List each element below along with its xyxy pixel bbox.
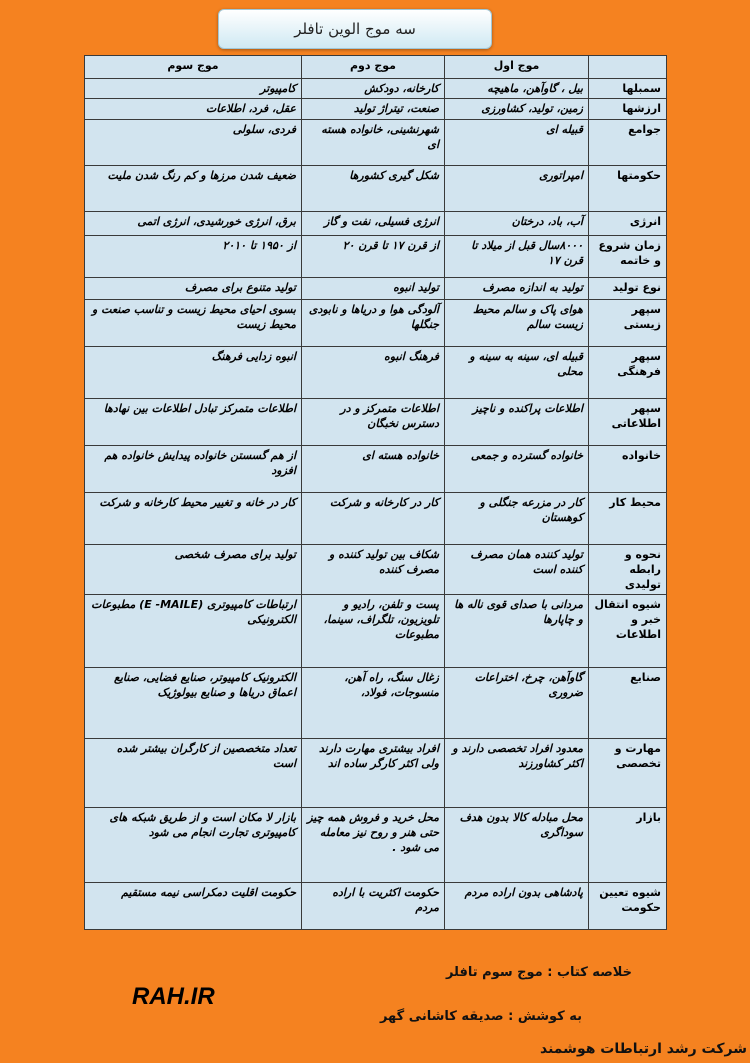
row-label: خانواده: [589, 446, 667, 493]
table-row: [85, 79, 667, 99]
wave-1-cell: آب، باد، درختان: [445, 212, 589, 236]
wave-2-cell: پست و تلفن، رادیو و تلویزیون، تلگراف، سینما، مطبوعات: [302, 595, 445, 668]
waves-table: [84, 55, 667, 930]
wave-3-cell: فردی، سلولی: [85, 120, 302, 166]
brand-logo-text: RAH.IR: [132, 983, 215, 1010]
wave-2-cell: خانواده هسته ای: [302, 446, 445, 493]
footer-company: شرکت رشد ارتباطات هوشمند: [539, 1041, 747, 1057]
row-label: شیوه تعیین حکومت: [589, 883, 667, 930]
row-label: نحوه و رابطه تولیدی: [589, 545, 667, 595]
wave-3-cell: ارتباطات کامپیوتری (E -MAILE) مطبوعات الکترونیکی: [85, 595, 302, 668]
wave-3-cell: تولید متنوع برای مصرف: [85, 278, 302, 300]
wave-1-cell: هوای پاک و سالم محیط زیست سالم: [445, 300, 589, 347]
wave-2-cell: کارخانه، دودکش: [302, 79, 445, 99]
wave-3-cell: برق، انرژی خورشیدی، انرژی اتمی: [85, 212, 302, 236]
wave-1-cell: گاوآهن، چرخ، اختراعات ضروری: [445, 668, 589, 739]
table-row: [85, 399, 667, 446]
wave-2-cell: محل خرید و فروش همه چیز حتی هنر و روح نیز معامله می شود .: [302, 808, 445, 883]
header-wave-1: موج اول: [445, 56, 589, 79]
row-label: ارزشها: [589, 99, 667, 120]
row-label: سپهر اطلاعاتی: [589, 399, 667, 446]
row-label: سپهر زیستی: [589, 300, 667, 347]
wave-3-cell: بسوی احیای محیط زیست و تناسب صنعت و محیط زیست: [85, 300, 302, 347]
table-row: [85, 300, 667, 347]
wave-3-cell: اطلاعات متمرکز تبادل اطلاعات بین نهادها: [85, 399, 302, 446]
wave-2-cell: انرژی فسیلی، نفت و گاز: [302, 212, 445, 236]
wave-3-cell: ضعیف شدن مرزها و کم رنگ شدن ملیت: [85, 166, 302, 212]
wave-1-cell: قبیله ای: [445, 120, 589, 166]
wave-1-cell: زمین، تولید، کشاورزی: [445, 99, 589, 120]
wave-3-cell: تولید برای مصرف شخصی: [85, 545, 302, 595]
document-title: [218, 9, 492, 49]
row-label: نوع تولید: [589, 278, 667, 300]
row-label: انرژی: [589, 212, 667, 236]
wave-3-cell: تعداد متخصصین از کارگران بیشتر شده است: [85, 739, 302, 808]
row-label: مهارت و تخصصی: [589, 739, 667, 808]
row-label: بازار: [589, 808, 667, 883]
row-label: سپهر فرهنگی: [589, 347, 667, 399]
row-label: صنایع: [589, 668, 667, 739]
wave-3-cell: بازار لا مکان است و از طریق شبکه های کامپیوتری تجارت انجام می شود: [85, 808, 302, 883]
wave-1-cell: قبیله ای، سینه به سینه و محلی: [445, 347, 589, 399]
wave-3-cell: کار در خانه و تغییر محیط کارخانه و شرکت: [85, 493, 302, 545]
wave-2-cell: اطلاعات متمرکز و در دسترس نخبگان: [302, 399, 445, 446]
header-wave-2: موج دوم: [302, 56, 445, 79]
wave-1-cell: تولید کننده همان مصرف کننده است: [445, 545, 589, 595]
row-label: جوامع: [589, 120, 667, 166]
table-row: [85, 99, 667, 120]
table-row: [85, 278, 667, 300]
wave-1-cell: کار در مزرعه جنگلی و کوهستان: [445, 493, 589, 545]
wave-2-cell: از قرن ۱۷ تا قرن ۲۰: [302, 236, 445, 278]
table-row: [85, 739, 667, 808]
wave-1-cell: ۸۰۰۰سال قبل از میلاد تا قرن ۱۷: [445, 236, 589, 278]
wave-1-cell: امپراتوری: [445, 166, 589, 212]
wave-2-cell: کار در کارخانه و شرکت: [302, 493, 445, 545]
table-row: [85, 668, 667, 739]
wave-2-cell: افراد بیشتری مهارت دارند ولی اکثر کارگر ساده اند: [302, 739, 445, 808]
table-header-row: [85, 56, 667, 79]
wave-1-cell: خانواده گسترده و جمعی: [445, 446, 589, 493]
wave-2-cell: حکومت اکثریت با اراده مردم: [302, 883, 445, 930]
footer-author: به کوشش : صدیقه کاشانی گهر: [379, 1009, 582, 1024]
wave-2-cell: تولید انبوه: [302, 278, 445, 300]
wave-3-cell: حکومت اقلیت دمکراسی نیمه مستقیم: [85, 883, 302, 930]
table-row: [85, 883, 667, 930]
wave-1-cell: پادشاهی بدون اراده مردم: [445, 883, 589, 930]
wave-1-cell: بیل ، گاوآهن، ماهیچه: [445, 79, 589, 99]
row-label: زمان شروع و خاتمه: [589, 236, 667, 278]
wave-3-cell: الکترونیک کامپیوتر، صنایع فضایی، صنایع اعماق دریاها و صنایع بیولوژیک: [85, 668, 302, 739]
wave-1-cell: تولید به اندازه مصرف: [445, 278, 589, 300]
table-row: [85, 493, 667, 545]
table-body: [85, 79, 667, 930]
row-label: محیط کار: [589, 493, 667, 545]
table-row: [85, 120, 667, 166]
wave-2-cell: صنعت، تیتراژ تولید: [302, 99, 445, 120]
table-row: [85, 595, 667, 668]
wave-1-cell: اطلاعات پراکنده و ناچیز: [445, 399, 589, 446]
wave-2-cell: زغال سنگ، راه آهن، منسوجات، فولاد،: [302, 668, 445, 739]
table-row: [85, 212, 667, 236]
wave-3-cell: از ۱۹۵۰ تا ۲۰۱۰: [85, 236, 302, 278]
wave-1-cell: مردانی با صدای قوی ناله ها و چاپارها: [445, 595, 589, 668]
wave-3-cell: عقل، فرد، اطلاعات: [85, 99, 302, 120]
title-text: سه موج الوین تافلر: [294, 20, 416, 38]
wave-2-cell: شهرنشینی، خانواده هسته ای: [302, 120, 445, 166]
wave-2-cell: شکاف بین تولید کننده و مصرف کننده: [302, 545, 445, 595]
header-wave-3: موج سوم: [85, 56, 302, 79]
wave-3-cell: انبوه زدایی فرهنگ: [85, 347, 302, 399]
row-label: حکومتها: [589, 166, 667, 212]
footer-book: خلاصه کتاب : موج سوم تافلر: [445, 965, 632, 980]
header-label-col: [589, 56, 667, 79]
wave-2-cell: آلودگی هوا و دریاها و نابودی جنگلها: [302, 300, 445, 347]
wave-3-cell: از هم گسستن خانواده پیدایش خانواده هم افزود: [85, 446, 302, 493]
table-row: [85, 347, 667, 399]
table-row: [85, 808, 667, 883]
wave-2-cell: فرهنگ انبوه: [302, 347, 445, 399]
wave-2-cell: شکل گیری کشورها: [302, 166, 445, 212]
row-label: سمبلها: [589, 79, 667, 99]
table-row: [85, 446, 667, 493]
table-row: [85, 545, 667, 595]
table-row: [85, 166, 667, 212]
row-label: شیوه انتقال خبر و اطلاعات: [589, 595, 667, 668]
wave-1-cell: معدود افراد تخصصی دارند و اکثر کشاورزند: [445, 739, 589, 808]
table-row: [85, 236, 667, 278]
wave-3-cell: کامپیوتر: [85, 79, 302, 99]
wave-1-cell: محل مبادله کالا بدون هدف سوداگری: [445, 808, 589, 883]
